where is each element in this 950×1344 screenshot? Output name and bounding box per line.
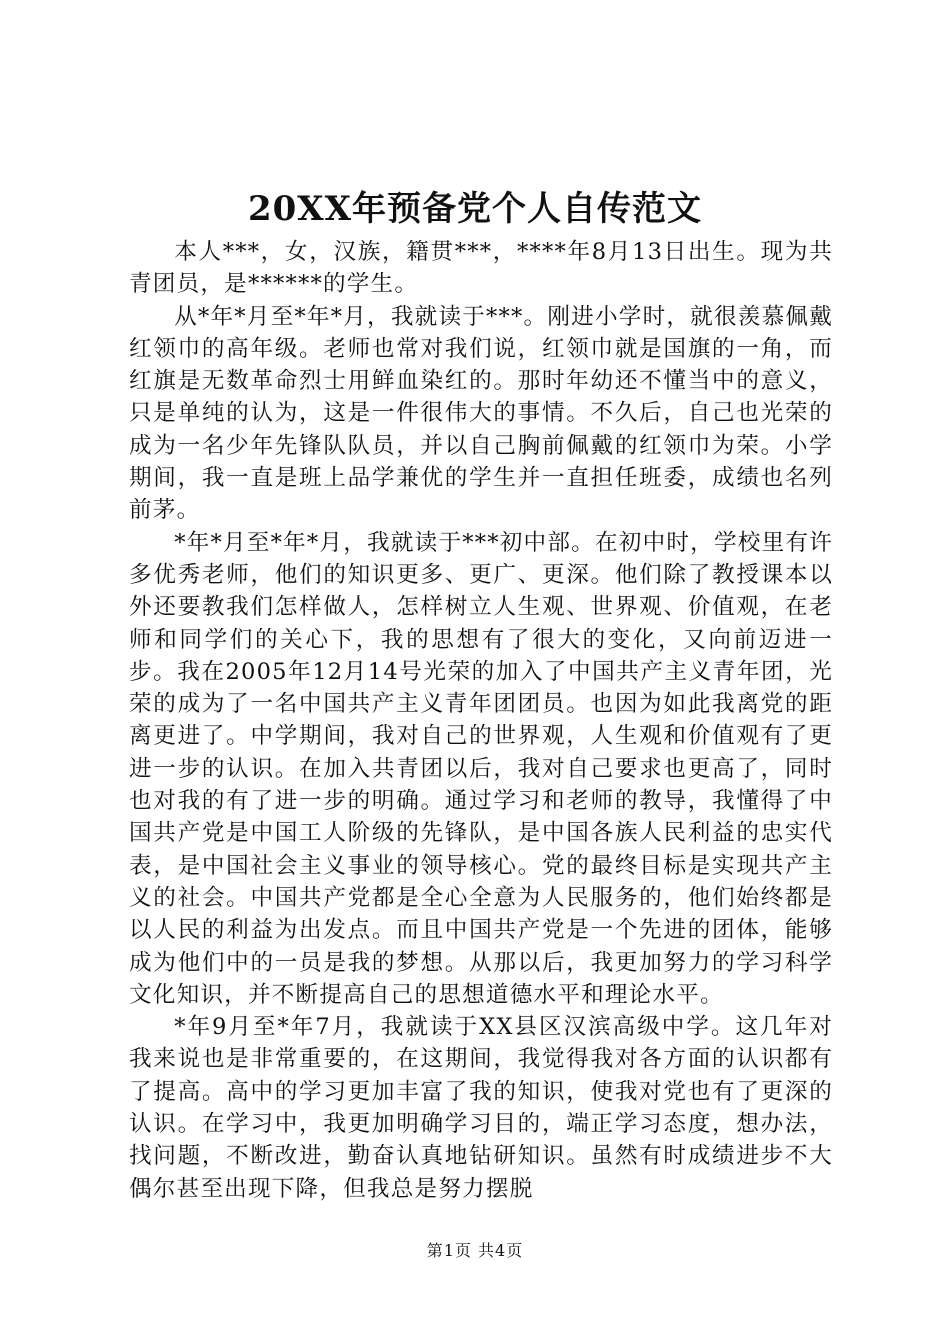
- paragraph-middle-school: *年*月至*年*月，我就读于***初中部。在初中时，学校里有许多优秀老师，他们的知识更多、更广、更深。他们除了教授课本以外还要教我们怎样做人，怎样树立人生观、世界观、价值观，在老师和同学们的关心下，我的思想有了很大的变化，又向前迈进一步。我在2005年12月14号光荣的加入了中国共产主义青年团，光荣的成为了一名中国共产主义青年团团员。也因为如此我离党的距离更进了。中学期间，我对自己的世界观，人生观和价值观有了更进一步的认识。在加入共青团以后，我对自己要求也更高了，同时也对我的有了进一步的明确。通过学习和老师的教导，我懂得了中国共产党是中国工人阶级的先锋队，是中国各族人民利益的忠实代表，是中国社会主义事业的领导核心。党的最终目标是实现共产主义的社会。中国共产党都是全心全意为人民服务的，他们始终都是以人民的利益为出发点。而且中国共产党是一个先进的团体，能够成为他们中的一员是我的梦想。从那以后，我更加努力的学习科学文化知识，并不断提高自己的思想道德水平和理论水平。: [129, 529, 833, 1008]
- paragraph-primary-school: 从*年*月至*年*月，我就读于***。刚进小学时，就很羡慕佩戴红领巾的高年级。老师也常对我们说，红领巾就是国旗的一角，而红旗是无数革命烈士用鲜血染红的。那时年幼还不懂当中的意义，只是单纯的认为，这是一件很伟大的事情。不久后，自己也光荣的成为一名少年先锋队队员，并以自己胸前佩戴的红领巾为荣。小学期间，我一直是班上品学兼优的学生并一直担任班委，成绩也名列前茅。: [129, 303, 833, 524]
- paragraph-intro: 本人***，女，汉族，籍贯***，****年8月13日出生。现为共青团员，是******的学生。: [129, 239, 833, 298]
- paragraph-high-school: *年9月至*年7月，我就读于XX县区汉滨高级中学。这几年对我来说也是非常重要的，在这期间，我觉得我对各方面的认识都有了提高。高中的学习更加丰富了我的知识，使我对党也有了更深的认识。在学习中，我更加明确学习目的，端正学习态度，想办法，找问题，不断改进，勤奋认真地钻研知识。虽然有时成绩进步不大偶尔甚至出现下降，但我总是努力摆脱: [129, 1014, 833, 1202]
- page-number-footer: 第1页 共4页: [426, 1241, 524, 1260]
- document-body: [129, 236, 833, 1205]
- document-title: 20XX年预备党个人自传范文: [247, 189, 703, 229]
